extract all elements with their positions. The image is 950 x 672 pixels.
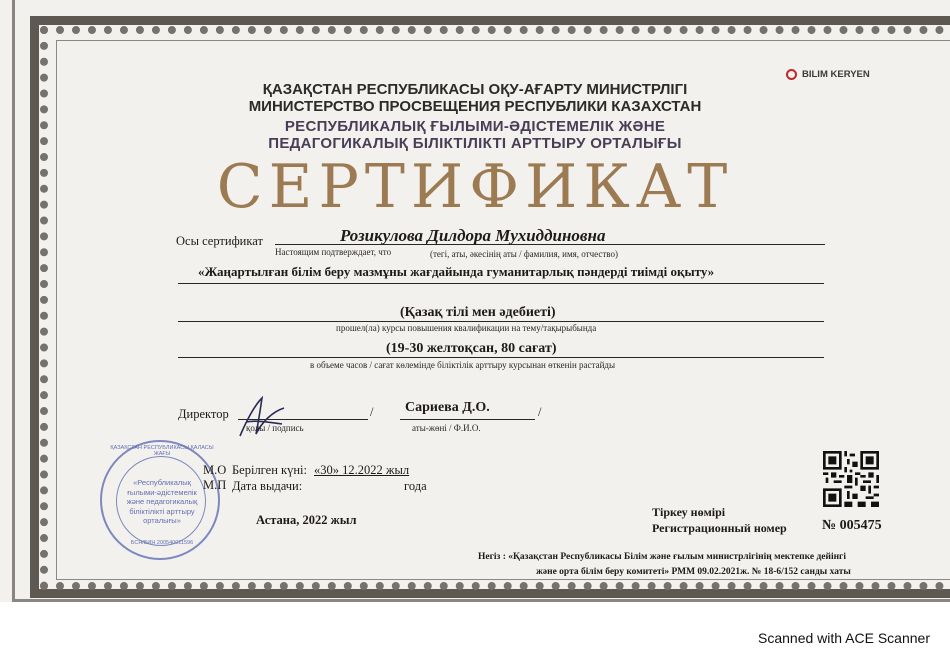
stamp-ring-text: ҚАЗАҚСТАН РЕСПУБЛИКАСЫ ҚАЛАСЫ ЖАҒЫ [110, 445, 214, 457]
registration-label-kz: Тіркеу нөмірі [652, 505, 726, 519]
issue-place: Астана, 2022 жыл [256, 513, 357, 527]
signature-caption: қолы / подпись [246, 423, 304, 433]
mo-label: М.О [203, 463, 227, 477]
duration-line [178, 357, 824, 358]
qr-code-icon [823, 451, 879, 507]
recipient-name: Розикулова Дилдора Мухиддиновна [340, 226, 606, 245]
duration-caption: в объеме часов / сағат көлемінде біліктілік арттыру курсынан өткенін растайды [310, 360, 616, 370]
director-signature [232, 392, 292, 444]
ministry-ru: МИНИСТЕРСТВО ПРОСВЕЩЕНИЯ РЕСПУБЛИКИ КАЗАХСТАН [248, 98, 702, 115]
basis-line2: және орта білім беру комитеті» РММ 09.02.2021ж. № 18-6/152 санды хаты [536, 567, 851, 577]
stamp-bin: БСН/БИН 200540011596 [130, 540, 194, 546]
name-caption: аты-жөні / Ф.И.О. [412, 423, 481, 433]
year-word: года [404, 479, 427, 493]
slash-2: / [538, 405, 542, 419]
certificate-title: СЕРТИФИКАТ [216, 152, 734, 222]
bilim-keryen-logo-icon [786, 69, 797, 80]
basis-line1: Негіз : «Қазақстан Республикасы Білім және ғылым министрлігінің мектепке дейінгі [478, 552, 847, 562]
mp-label: М.П [203, 478, 227, 492]
director-name: Сариева Д.О. [405, 400, 490, 415]
brand-logo [786, 69, 870, 80]
center-name-line1: РЕСПУБЛИКАЛЫҚ ҒЫЛЫМИ-ӘДІСТЕМЕЛІК ЖӘНЕ [284, 118, 666, 135]
course-line [178, 283, 824, 284]
issue-label-ru: Дата выдачи: [232, 479, 303, 493]
issue-label-kz: Берілген күні: [232, 463, 307, 477]
organization-stamp [100, 440, 220, 560]
director-name-line [400, 419, 535, 420]
scanner-watermark: Scanned with ACE Scanner [758, 630, 930, 646]
stamp-text: «Республикалық ғылыми-әдістемелік және педагогикалық біліктілікті арттыру орталығы» [126, 478, 198, 525]
director-label: Директор [178, 407, 229, 421]
recipient-label: Осы сертификат [176, 234, 263, 248]
center-name-line2: ПЕДАГОГИКАЛЫҚ БІЛІКТІЛІКТІ АРТТЫРУ ОРТАЛЫҒЫ [268, 135, 682, 152]
course-duration: (19-30 желтоқсан, 80 сағат) [386, 341, 557, 356]
course-subject: (Қазақ тілі мен әдебиеті) [400, 305, 556, 320]
course-title: «Жаңартылған білім беру мазмұны жағдайында гуманитарлық пәндерді тиімді оқыту» [198, 264, 715, 279]
issue-date: «30» 12.2022 жыл [314, 463, 410, 477]
brand-name: BILIM KERYEN [802, 69, 870, 80]
slash-1: / [370, 405, 374, 419]
registration-number: № 005475 [822, 518, 882, 533]
subject-line [178, 321, 824, 322]
ministry-kz: ҚАЗАҚСТАН РЕСПУБЛИКАСЫ ОҚУ-АҒАРТУ МИНИСТРЛІГІ [262, 81, 688, 98]
registration-label-ru: Регистрационный номер [652, 521, 787, 535]
recipient-caption: (тегі, аты, әкесінің аты / фамилия, имя, отчество) [430, 249, 618, 259]
course-caption: прошел(ла) курсы повышения квалификации на тему/тақырыбында [336, 323, 597, 333]
recipient-label-ru: Настоящим подтверждает, что [275, 247, 392, 257]
